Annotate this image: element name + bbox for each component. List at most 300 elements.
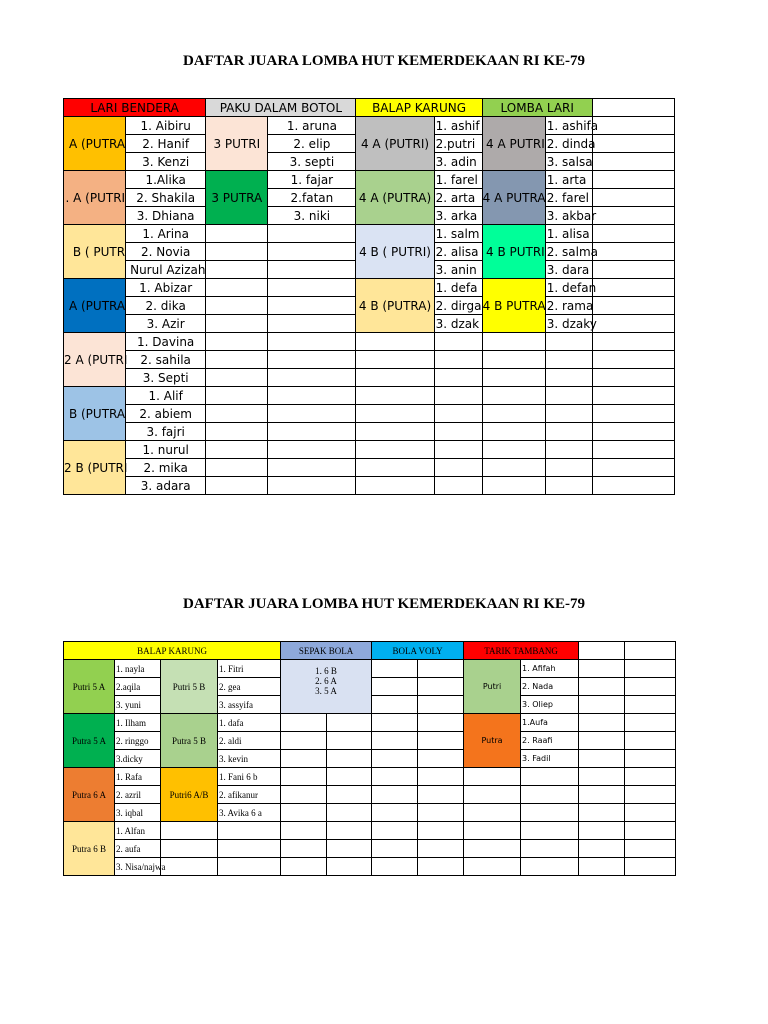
empty-cell (268, 423, 356, 441)
winner-name: 3. niki (268, 207, 356, 225)
empty-cell (206, 387, 268, 405)
empty-cell (327, 858, 372, 876)
winner-name: 2. gea (218, 678, 281, 696)
empty-cell (372, 804, 418, 822)
winner-name: 2. mika (126, 459, 206, 477)
empty-cell (281, 822, 327, 840)
winner-name: 1.Aufa (521, 714, 579, 732)
empty-cell (625, 696, 676, 714)
empty-cell (268, 315, 356, 333)
empty-cell (625, 750, 676, 768)
empty-cell (592, 459, 674, 477)
winner-name: 2. alisa (434, 243, 482, 261)
empty-cell (434, 333, 482, 351)
empty-cell (521, 822, 579, 840)
empty-cell (579, 678, 625, 696)
table-row (64, 750, 676, 768)
empty-cell (625, 840, 676, 858)
empty-cell (464, 804, 521, 822)
winner-name: 1. fajar (268, 171, 356, 189)
empty-cell (521, 858, 579, 876)
empty-cell (281, 750, 327, 768)
empty-cell (281, 858, 327, 876)
empty-cell (268, 459, 356, 477)
empty-cell (206, 441, 268, 459)
empty-cell (521, 786, 579, 804)
empty-cell (206, 333, 268, 351)
empty-cell (418, 822, 464, 840)
empty-cell (579, 804, 625, 822)
table-header-row (64, 99, 675, 117)
winner-name: 1. Arina (126, 225, 206, 243)
table-row (64, 822, 676, 840)
winner-name: 1. defan (546, 280, 597, 295)
winner-name: 3. adara (126, 477, 206, 495)
winner-name: 1. Afifah (521, 660, 579, 678)
winner-name: 1. salm (434, 225, 482, 243)
empty-cell (268, 225, 356, 243)
empty-cell (218, 840, 281, 858)
empty-cell (206, 351, 268, 369)
winner-name: 2.fatan (268, 189, 356, 207)
winner-name: 3. dzak (434, 315, 482, 333)
table-row (64, 477, 675, 495)
empty-cell (372, 696, 418, 714)
empty-cell (592, 207, 674, 225)
table-row (64, 225, 675, 243)
winner-name: 2. dinda (546, 136, 596, 151)
table-row (64, 117, 675, 135)
group-label: A (PUTRA (64, 279, 126, 333)
empty-cell (268, 351, 356, 369)
empty-cell (281, 714, 327, 732)
empty-cell (356, 369, 434, 387)
empty-cell (206, 261, 268, 279)
page-title-2: DAFTAR JUARA LOMBA HUT KEMERDEKAAN RI KE-79 (183, 596, 585, 612)
table-row (64, 423, 675, 441)
table-header-row (64, 642, 676, 660)
empty-cell (482, 405, 545, 423)
empty-cell (372, 660, 418, 678)
table-row (64, 804, 676, 822)
empty-cell (418, 750, 464, 768)
empty-cell (268, 279, 356, 297)
empty-cell (434, 423, 482, 441)
empty-cell (268, 369, 356, 387)
empty-cell (327, 768, 372, 786)
empty-cell (372, 714, 418, 732)
winner-name: 1. Abizar (126, 279, 206, 297)
table-row (64, 840, 676, 858)
empty-cell (592, 387, 674, 405)
winner-name: 2. Shakila (126, 189, 206, 207)
winner-name: 1. Alif (126, 387, 206, 405)
empty-cell (327, 714, 372, 732)
winner-name: 1. Fitri (218, 660, 281, 678)
table-juara-1 (63, 98, 675, 495)
winner-name: 3.dicky (115, 750, 161, 768)
empty-cell (592, 477, 674, 495)
empty-cell (327, 840, 372, 858)
winner-name: 1. arta (545, 171, 592, 189)
empty-cell (356, 351, 434, 369)
empty-cell (592, 189, 674, 207)
winner-name: 1. defa (434, 279, 482, 297)
empty-cell (545, 441, 592, 459)
winner-name: 1. aruna (268, 117, 356, 135)
empty-cell (372, 840, 418, 858)
winner-name: 3. kevin (218, 750, 281, 768)
empty-cell (434, 351, 482, 369)
empty-cell (327, 804, 372, 822)
empty-cell (625, 660, 676, 678)
winner-name: 2. azril (115, 786, 161, 804)
group-label: Putra 5 A (64, 714, 115, 768)
winner-name: 1. Alfan (115, 822, 161, 840)
empty-cell (327, 750, 372, 768)
table-row (64, 387, 675, 405)
group-label: Putra 6 A (64, 768, 115, 822)
winner-name: 3. Dhiana (126, 207, 206, 225)
winner-name: 3. septi (268, 153, 356, 171)
empty-cell (545, 459, 592, 477)
empty-cell (545, 405, 592, 423)
empty-cell (206, 243, 268, 261)
empty-cell (545, 423, 592, 441)
table-row (64, 714, 676, 732)
table-row (64, 858, 676, 876)
winner-name: 2. dirga (435, 298, 482, 313)
empty-cell (356, 423, 434, 441)
sepak-bola-rank: 1. 6 B (315, 666, 337, 676)
empty-cell (545, 477, 592, 495)
empty-cell (592, 351, 674, 369)
winner-name: 3. dara (545, 261, 592, 279)
empty-cell (545, 369, 592, 387)
empty-cell (372, 822, 418, 840)
winner-name: 2. sahila (126, 351, 206, 369)
empty-cell (327, 822, 372, 840)
winner-name: 1. Ilham (115, 714, 161, 732)
empty-cell (482, 351, 545, 369)
winner-name: 1. nayla (115, 660, 161, 678)
table-row (64, 768, 676, 786)
winner-name: 1. alisa (545, 225, 592, 243)
empty-cell (625, 732, 676, 750)
empty-cell (579, 840, 625, 858)
winner-name: 3. Septi (126, 369, 206, 387)
winner-name: 3. assyifa (218, 696, 281, 714)
table-row (64, 660, 676, 678)
empty-cell (218, 858, 281, 876)
winner-name: 1. farel (434, 171, 482, 189)
empty-cell (356, 387, 434, 405)
empty-cell (545, 351, 592, 369)
winner-name: 2. Nada (521, 678, 579, 696)
empty-cell (625, 822, 676, 840)
empty-cell (281, 786, 327, 804)
empty-cell (579, 858, 625, 876)
empty-cell (206, 369, 268, 387)
winner-name: 2. afikanur (218, 786, 281, 804)
empty-cell (268, 243, 356, 261)
header-paku-dalam-botol: PAKU DALAM BOTOL (206, 99, 356, 117)
empty-cell (206, 477, 268, 495)
empty-cell (206, 423, 268, 441)
empty-cell (418, 678, 464, 696)
table-row (64, 405, 675, 423)
winner-name: 3. Nisa/najwa (115, 858, 161, 876)
empty-cell (327, 786, 372, 804)
empty-cell (579, 660, 625, 678)
sepak-bola-rank: 2. 6 A (315, 676, 337, 686)
winner-name: 2. farel (545, 189, 592, 207)
empty-cell (592, 171, 674, 189)
empty-cell (327, 732, 372, 750)
winner-name: 3. Avika 6 a (218, 804, 281, 822)
page-title: DAFTAR JUARA LOMBA HUT KEMERDEKAAN RI KE-79 (183, 53, 585, 69)
winner-name: 2.putri (434, 135, 482, 153)
empty-cell (206, 225, 268, 243)
table-row (64, 279, 675, 297)
empty-cell (592, 225, 674, 243)
empty-cell (356, 441, 434, 459)
header-tarik-tambang: TARIK TAMBANG (464, 642, 579, 660)
empty-cell (579, 750, 625, 768)
winner-name: 3. akbar (546, 208, 597, 223)
empty-cell (372, 786, 418, 804)
winner-name: 1. ashif (434, 117, 482, 135)
table-row (64, 786, 676, 804)
winner-name: 2. salma (546, 244, 598, 259)
table-row (64, 333, 675, 351)
header-balap-karung: BALAP KARUNG (64, 642, 281, 660)
group-label: Putra 6 B (64, 822, 115, 876)
winner-name: 1. Aibiru (126, 117, 206, 135)
empty-cell (206, 459, 268, 477)
winner-name: 2. Raafi (521, 732, 579, 750)
winner-name: 3. fajri (126, 423, 206, 441)
empty-cell (434, 459, 482, 477)
empty-cell (482, 369, 545, 387)
group-label: 4 A PUTRI (482, 117, 545, 171)
winner-name: 2. arta (434, 189, 482, 207)
empty-cell (356, 333, 434, 351)
winner-name: 3. arka (434, 207, 482, 225)
winner-name: 2. ringgo (115, 732, 161, 750)
empty-cell (592, 135, 674, 153)
group-label: 4 B PUTRI (482, 225, 545, 279)
table-row (64, 459, 675, 477)
winner-name: 2. rama (546, 298, 594, 313)
empty-cell (464, 768, 521, 786)
winner-name: 3. anin (434, 261, 482, 279)
empty-cell (418, 804, 464, 822)
winner-name: 3. adin (434, 153, 482, 171)
empty-cell (434, 441, 482, 459)
header-sepak-bola: SEPAK BOLA (281, 642, 372, 660)
empty-cell (592, 405, 674, 423)
group-label: Putri (464, 660, 521, 714)
group-label: 3 PUTRI (206, 117, 268, 171)
empty-cell (592, 153, 674, 171)
empty-cell (161, 858, 218, 876)
group-label: 4 A (PUTRI) (356, 117, 434, 171)
empty-cell (418, 768, 464, 786)
header-lomba-lari: LOMBA LARI (482, 99, 592, 117)
winner-name: 3. Kenzi (126, 153, 206, 171)
empty-cell (482, 459, 545, 477)
group-label: 4 A PUTRA (482, 171, 545, 225)
winner-name: 3. Oliep (521, 696, 579, 714)
empty-cell (592, 279, 674, 297)
empty-cell (464, 786, 521, 804)
empty-cell (592, 441, 674, 459)
winner-name: 1. Fani 6 b (218, 768, 281, 786)
empty-cell (592, 315, 674, 333)
sepak-bola-rank: 3. 5 A (315, 686, 337, 696)
group-label: Putri6 A/B (161, 768, 218, 822)
table-juara-2 (63, 641, 676, 876)
winner-name: 2. elip (268, 135, 356, 153)
table-row (64, 171, 675, 189)
empty-cell (372, 858, 418, 876)
empty-cell (372, 768, 418, 786)
empty-cell (482, 423, 545, 441)
empty-cell (482, 477, 545, 495)
group-label: 4 B ( PUTRI) (356, 225, 434, 279)
empty-cell (625, 768, 676, 786)
empty-cell (625, 642, 676, 660)
header-lari-bendera: LARI BENDERA (64, 99, 206, 117)
group-label: 2 B (PUTRI (64, 441, 126, 495)
empty-cell (434, 405, 482, 423)
empty-cell (545, 387, 592, 405)
winner-name: 1. ashifa (546, 118, 599, 133)
group-label: 3 PUTRA (206, 171, 268, 225)
empty-cell (592, 117, 674, 135)
empty-cell (579, 714, 625, 732)
empty-cell (434, 477, 482, 495)
table-row (64, 441, 675, 459)
winner-name: 2. Hanif (126, 135, 206, 153)
empty-cell (281, 804, 327, 822)
winner-name: 3. yuni (115, 696, 161, 714)
empty-cell (592, 369, 674, 387)
empty-cell (625, 804, 676, 822)
winner-name: 2. Novia (126, 243, 206, 261)
sepak-bola-winners (281, 660, 372, 714)
empty-cell (521, 804, 579, 822)
empty-cell (418, 786, 464, 804)
winner-name: 2. aldi (218, 732, 281, 750)
empty-cell (281, 732, 327, 750)
empty-cell (521, 768, 579, 786)
empty-cell (281, 768, 327, 786)
winner-name: Nurul Azizah (126, 261, 206, 279)
empty-cell (482, 441, 545, 459)
empty-cell (592, 297, 674, 315)
empty-cell (434, 387, 482, 405)
table-row (64, 351, 675, 369)
empty-cell (418, 696, 464, 714)
group-label: 4 A (PUTRA) (356, 171, 434, 225)
empty-cell (356, 477, 434, 495)
empty-cell (206, 315, 268, 333)
winner-name: 1. Rafa (115, 768, 161, 786)
empty-cell (418, 840, 464, 858)
empty-cell (579, 642, 625, 660)
empty-cell (482, 333, 545, 351)
empty-cell (372, 678, 418, 696)
empty-cell (464, 840, 521, 858)
empty-cell (464, 822, 521, 840)
empty-cell (579, 786, 625, 804)
group-label: B ( PUTR (64, 225, 126, 279)
winner-name: 1. dafa (218, 714, 281, 732)
empty-cell (268, 333, 356, 351)
winner-name: 3. dzaky (546, 316, 597, 331)
empty-cell (592, 243, 674, 261)
empty-cell (268, 387, 356, 405)
winner-name: 3. Fadil (521, 750, 579, 768)
empty-cell (356, 405, 434, 423)
empty-cell (625, 678, 676, 696)
empty-cell (521, 840, 579, 858)
empty-cell (579, 768, 625, 786)
empty-cell (579, 732, 625, 750)
winner-name: 2. abiem (126, 405, 206, 423)
group-label: Putri 5 B (161, 660, 218, 714)
winner-name: 2. dika (126, 297, 206, 315)
empty-cell (545, 333, 592, 351)
group-label: B (PUTRA (64, 387, 126, 441)
header-balap-karung: BALAP KARUNG (356, 99, 482, 117)
empty-cell (482, 387, 545, 405)
empty-cell (356, 459, 434, 477)
empty-cell (281, 840, 327, 858)
group-label: Putri 5 A (64, 660, 115, 714)
group-label: 4 B PUTRA (482, 279, 545, 333)
empty-cell (218, 822, 281, 840)
empty-cell (592, 333, 674, 351)
empty-cell (268, 405, 356, 423)
empty-cell (579, 696, 625, 714)
winner-name: 3. salsa (546, 154, 593, 169)
empty-cell (268, 261, 356, 279)
winner-name: 2. aufa (115, 840, 161, 858)
winner-name: 3. Azir (126, 315, 206, 333)
empty-cell (625, 858, 676, 876)
empty-cell (625, 714, 676, 732)
empty-cell (592, 261, 674, 279)
group-label: 2 A (PUTRI (64, 333, 126, 387)
winner-name: 2.aqila (115, 678, 161, 696)
group-label: Putra 5 B (161, 714, 218, 768)
empty-cell (579, 822, 625, 840)
empty-cell (268, 477, 356, 495)
empty-cell (418, 732, 464, 750)
empty-cell (206, 405, 268, 423)
winner-name: 1. nurul (126, 441, 206, 459)
empty-cell (206, 297, 268, 315)
empty-cell (268, 297, 356, 315)
empty-cell (268, 441, 356, 459)
winner-name: 1. Davina (126, 333, 206, 351)
empty-cell (625, 786, 676, 804)
winner-name: 3. iqbal (115, 804, 161, 822)
empty-cell (434, 369, 482, 387)
